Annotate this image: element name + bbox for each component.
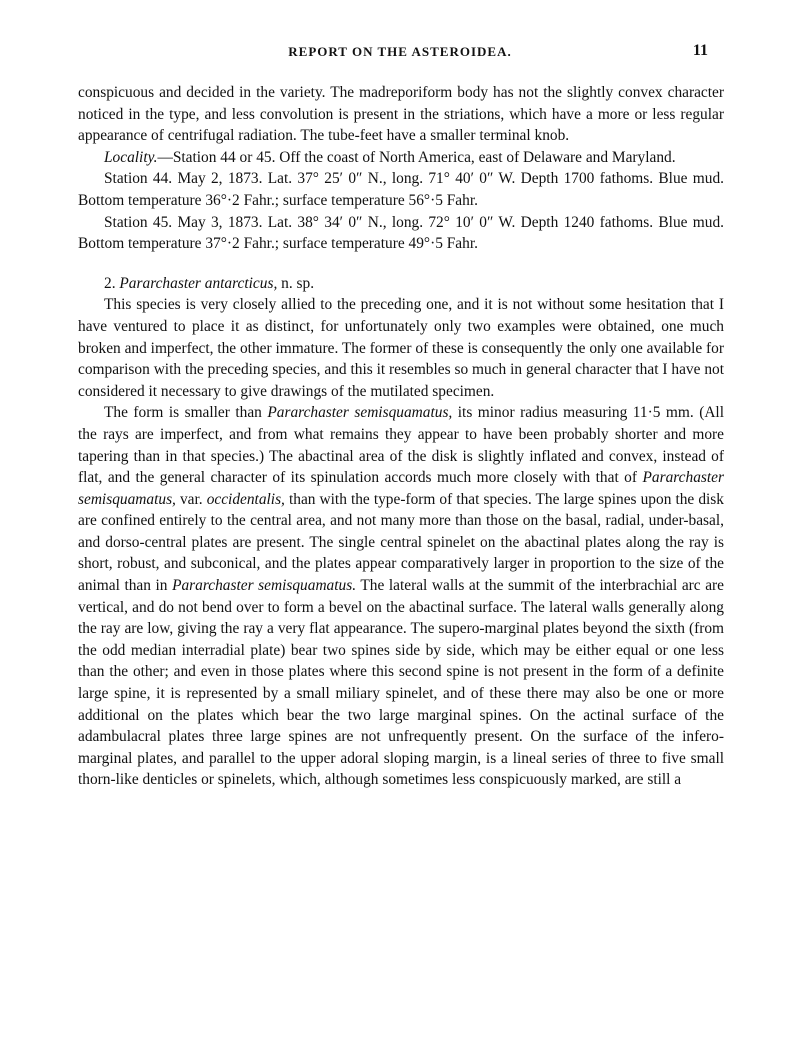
locality-text: —Station 44 or 45. Off the coast of North America, east of Delaware and Maryland.: [157, 148, 676, 166]
paragraph-continuation: conspicuous and decided in the variety. The madreporiform body has not the slightly convex character noticed in the type, and less convolution is present in the striations, which have a more or less regular appearance of centrifugal radiation. The tube-feet have a smaller terminal knob.: [78, 84, 724, 145]
paragraph-species-description: [78, 402, 724, 791]
species-name-italic: Pararchaster semisquamatus,: [78, 469, 724, 508]
page-number: 11: [692, 42, 708, 59]
text-run: than with the type-form of that species. The large spines upon the disk are confined entirely to the central area, and not many more than those on the basal, radial, under-basal, and dorso-central plates are present. The single central spinelet on the abactinal plates along the ray is short, robust, and subconical, and the plates appear comparatively larger in proportion to the size of the animal than in: [78, 490, 724, 595]
text-run: var.: [175, 490, 207, 508]
text-run: The lateral walls at the summit of the interbrachial arc are vertical, and do not bend over to form a bevel on the abactinal surface. The lateral walls generally along the ray are low, giving the ray a very flat appearance. The supero-marginal plates beyond the sixth (from the odd median interradial plate) bear two spines side by side, which may be either equal or one less than the other; and even in those plates where this second spine is not present in the form of a definite large spine, it is represented by a small miliary spinelet, and of these there may also be one or more additional on the plates which bear the two large marginal spines. On the actinal surface of the adambulacral plates three large spines are not unfrequently present. On the surface of the infero-marginal plates, and parallel to the upper adoral sloping margin, is a lineal series of three to five small thorn-like denticles or spinelets, which, although sometimes less conspicuously marked, are still a: [78, 577, 724, 789]
species-suffix: n. sp.: [277, 274, 315, 292]
locality-label: Locality.: [104, 148, 158, 166]
running-title: REPORT ON THE ASTEROIDEA.: [288, 44, 512, 59]
species-name-italic: Pararchaster semisquamatus,: [267, 404, 453, 422]
species-name: Pararchaster antarcticus,: [119, 274, 278, 292]
text-run: The form is smaller than: [104, 404, 268, 422]
station-45-paragraph: Station 45. May 3, 1873. Lat. 38° 34′ 0″ N., long. 72° 10′ 0″ W. Depth 1240 fathoms. Blue mud. Bottom temperature 37°·2 Fahr.; surface temperature 49°·5 Fahr.: [78, 213, 724, 253]
paragraph-species-intro: This species is very closely allied to the preceding one, and it is not without some hesitation that I have ventured to place it as distinct, for unfortunately only two examples were obtained, one much broken and imperfect, the other immature. The former of these is consequently the only one available for comparison with the preceding species, and this it resembles so much in general character that I have not considered it necessary to give drawings of the mutilated specimen.: [78, 296, 724, 400]
text-run: its minor radius measuring 11·5 mm. (All the rays are imperfect, and from what remains they appear to have been probably shorter and more tapering than in that species.) The abactinal area of the disk is slightly inflated and convex, instead of flat, and the general character of its spinulation accords much more closely with that of: [78, 404, 724, 487]
species-number: 2.: [104, 274, 116, 292]
species-name-italic: Pararchaster semisquamatus.: [172, 577, 357, 595]
variety-name-italic: occidentalis,: [206, 490, 285, 508]
locality-paragraph: [78, 147, 724, 169]
species-heading: [78, 273, 724, 295]
body-text: [78, 82, 724, 791]
station-44-paragraph: Station 44. May 2, 1873. Lat. 37° 25′ 0″ N., long. 71° 40′ 0″ W. Depth 1700 fathoms. Blue mud. Bottom temperature 36°·2 Fahr.; surface temperature 56°·5 Fahr.: [78, 170, 724, 209]
